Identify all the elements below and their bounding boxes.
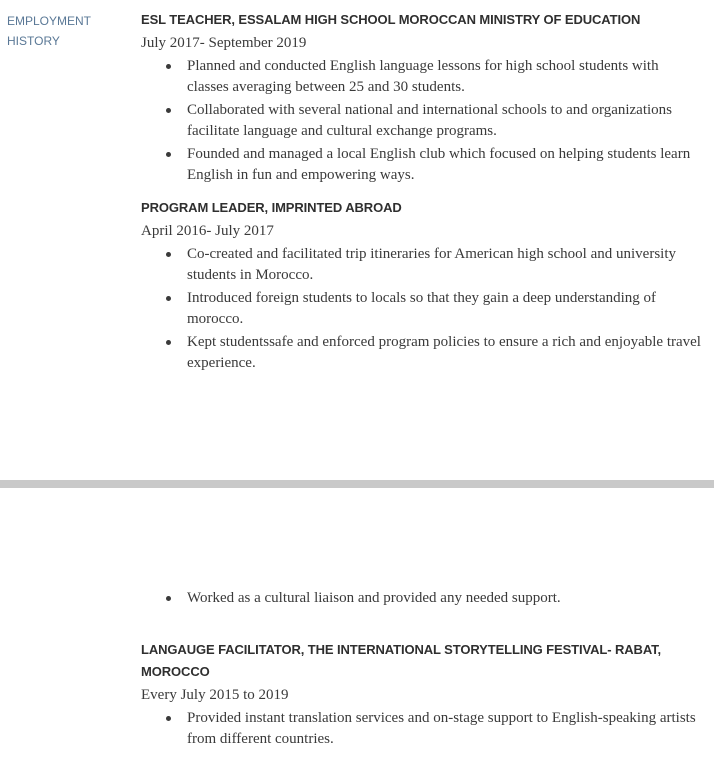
page-break-divider [0,480,714,488]
document-page-2 [0,488,714,761]
section-label-employment-history: EMPLOYMENT HISTORY [7,14,91,48]
list-item: Planned and conducted English language lessons for high school students with classes averaging between 25 and 30 students. [141,56,701,98]
job-entry-program-leader [141,197,701,376]
job-title: LANGAUGE FACILITATOR, THE INTERNATIONAL STORYTELLING FESTIVAL- RABAT, MOROCCO [141,642,662,679]
job-title: PROGRAM LEADER, IMPRINTED ABROAD [141,200,402,215]
job-entry-program-leader-continued [141,586,701,611]
job-bullet-list [141,708,701,750]
job-dates: Every July 2015 to 2019 [141,687,289,703]
job-title: ESL TEACHER, ESSALAM HIGH SCHOOL MOROCCAN MINISTRY OF EDUCATION [141,12,641,27]
job-entry-language-facilitator [141,639,701,752]
job-bullet-list [141,588,701,609]
list-item: Founded and managed a local English club which focused on helping students learn English in fun and empowering ways. [141,144,701,186]
list-item: Co-created and facilitated trip itineraries for American high school and university students in Morocco. [141,244,701,286]
job-entry-esl-teacher [141,9,701,188]
job-dates: April 2016- July 2017 [141,223,274,239]
job-dates: July 2017- September 2019 [141,35,307,51]
job-bullet-list [141,56,701,186]
list-item: Provided instant translation services and on-stage support to English-speaking artists from different countries. [141,708,701,750]
list-item: Introduced foreign students to locals so that they gain a deep understanding of morocco. [141,288,701,330]
list-item: Collaborated with several national and international schools to and organizations facilitate language and cultural exchange programs. [141,100,701,142]
list-item: Kept studentssafe and enforced program policies to ensure a rich and enjoyable travel experience. [141,332,701,374]
job-bullet-list [141,244,701,374]
list-item: Worked as a cultural liaison and provided any needed support. [141,588,701,609]
